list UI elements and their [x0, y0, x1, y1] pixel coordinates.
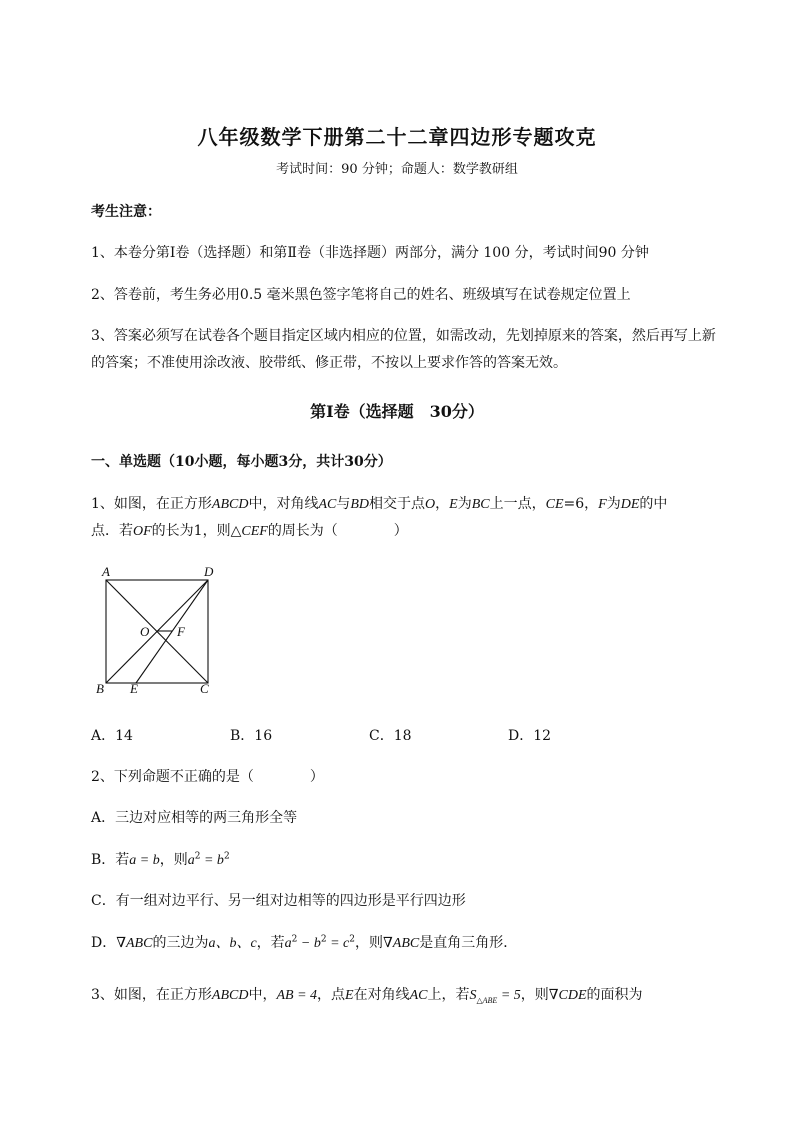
q2-stem: 2、下列命题不正确的是（ ） — [91, 769, 324, 785]
label-b: B — [96, 681, 104, 696]
section-title: 第Ⅰ卷（选择题 30分） — [310, 402, 484, 421]
q1-var: O — [425, 497, 436, 512]
q1-var: ABCD — [211, 497, 249, 512]
page-title: 八年级数学下册第二十二章四边形专题攻克 — [197, 125, 597, 149]
q2-text: B．若 — [91, 852, 130, 868]
q3-text: 3、如图，在正方形 — [91, 987, 212, 1003]
q2-text: ，若 — [256, 935, 285, 951]
q2-sup: 2 — [320, 934, 327, 945]
q2-text: 的三边为 — [152, 935, 209, 951]
q2-option-c: C．有一组对边平行、另一组对边相等的四边形是平行四边形 — [91, 893, 466, 909]
label-o: O — [140, 624, 150, 639]
q1-text: 与 — [336, 496, 351, 512]
part-heading: 一、单选题（10小题，每小题3分，共计30分） — [91, 454, 392, 470]
q3-text: 在对角线 — [353, 987, 410, 1003]
q1-text: 为 — [457, 496, 472, 512]
q3-sub: △ABE — [476, 995, 498, 1005]
q1-text: 的长为1，则△ — [151, 523, 242, 539]
q1-option-d: D．12 — [508, 728, 552, 744]
notice-item-3-line-1: 3、答案必须写在试卷各个题目指定区域内相应的位置，如需改动，先划掉原来的答案，然后再写上新 — [91, 328, 716, 344]
q2-sup: 2 — [349, 934, 355, 945]
q3-stem — [91, 984, 643, 1005]
q1-var: OF — [133, 524, 152, 539]
q1-option-b: B．16 — [230, 728, 273, 744]
label-c: C — [200, 681, 209, 696]
q3-var: AB = 4 — [276, 988, 318, 1003]
q3-text: ，点 — [317, 987, 346, 1003]
q1-var: F — [598, 497, 607, 512]
q2-option-d — [91, 932, 517, 952]
q2-text: 是直角三角形． — [419, 935, 518, 951]
q1-var: DE — [620, 497, 640, 512]
notice-item-2: 2、答卷前，考生务必用0.5 毫米黑色签字笔将自己的姓名、班级填写在试卷规定位置上 — [91, 287, 631, 303]
q3-text: 中， — [248, 987, 277, 1003]
notice-item-1: 1、本卷分第Ⅰ卷（选择题）和第Ⅱ卷（非选择题）两部分，满分 100 分，考试时间90 分钟 — [91, 245, 649, 261]
q2-math: ABC — [126, 936, 153, 951]
q3-text: ，则∇ — [520, 987, 559, 1003]
q3-var: ABCD — [211, 988, 249, 1003]
label-d: D — [204, 564, 214, 579]
q1-text: =6， — [563, 496, 599, 512]
q1-option-a: A．14 — [91, 728, 133, 744]
q2-math: − b — [297, 936, 321, 951]
q2-text: D．∇ — [91, 935, 126, 951]
q2-sup: 2 — [291, 934, 298, 945]
q2-math: a — [284, 936, 292, 951]
label-e: E — [130, 681, 138, 696]
q2-math: a = b — [129, 853, 160, 868]
q1-text: 中，对角线 — [248, 496, 319, 512]
label-f: F — [177, 624, 185, 639]
label-a: A — [102, 564, 110, 579]
notice-heading: 考生注意： — [91, 204, 161, 220]
q1-text: 上一点， — [489, 496, 546, 512]
q2-sup: 2 — [194, 851, 201, 862]
q1-text: 1、如图，在正方形 — [91, 496, 212, 512]
q3-text: 的面积为 — [586, 987, 643, 1003]
q1-var: CEF — [241, 524, 268, 539]
q3-var: = 5 — [497, 988, 521, 1003]
q3-var: E — [345, 988, 354, 1003]
q1-text: 相交于点 — [369, 496, 426, 512]
q1-text: 的中 — [639, 496, 668, 512]
q2-option-b — [91, 849, 230, 869]
q1-text: 的周长为（ ） — [267, 523, 408, 539]
q3-var: CDE — [558, 988, 587, 1003]
notice-item-3-line-2: 的答案；不准使用涂改液、胶带纸、修正带，不按以上要求作答的答案无效。 — [91, 355, 567, 371]
q1-var: BC — [471, 497, 490, 512]
q2-text: ，则∇ — [355, 935, 393, 951]
q2-math: a、b、c — [208, 936, 257, 951]
q1-square-figure — [90, 560, 230, 700]
q2-option-a: A．三边对应相等的两三角形全等 — [91, 810, 298, 826]
q3-var: AC — [409, 988, 428, 1003]
q2-math: a — [187, 853, 195, 868]
q3-text: 上，若 — [427, 987, 470, 1003]
q1-text: 点．若 — [91, 523, 133, 539]
q2-math: = c — [326, 936, 350, 951]
q1-stem-line-1 — [91, 493, 667, 513]
q1-var: CE — [545, 497, 564, 512]
q1-text: ， — [435, 496, 450, 512]
q2-math: = b — [200, 853, 224, 868]
q1-option-c: C．18 — [369, 728, 412, 744]
q1-var: AC — [318, 497, 337, 512]
q1-stem-line-2 — [91, 520, 408, 540]
q1-text: 为 — [606, 496, 621, 512]
q1-var: BD — [350, 497, 370, 512]
q2-text: ，则 — [159, 852, 188, 868]
q2-math: ABC — [392, 936, 420, 951]
q1-var: E — [449, 497, 458, 512]
q2-sup: 2 — [223, 851, 230, 862]
q3-var: S — [469, 988, 477, 1003]
exam-info: 考试时间：90 分钟；命题人：数学教研组 — [276, 162, 518, 177]
